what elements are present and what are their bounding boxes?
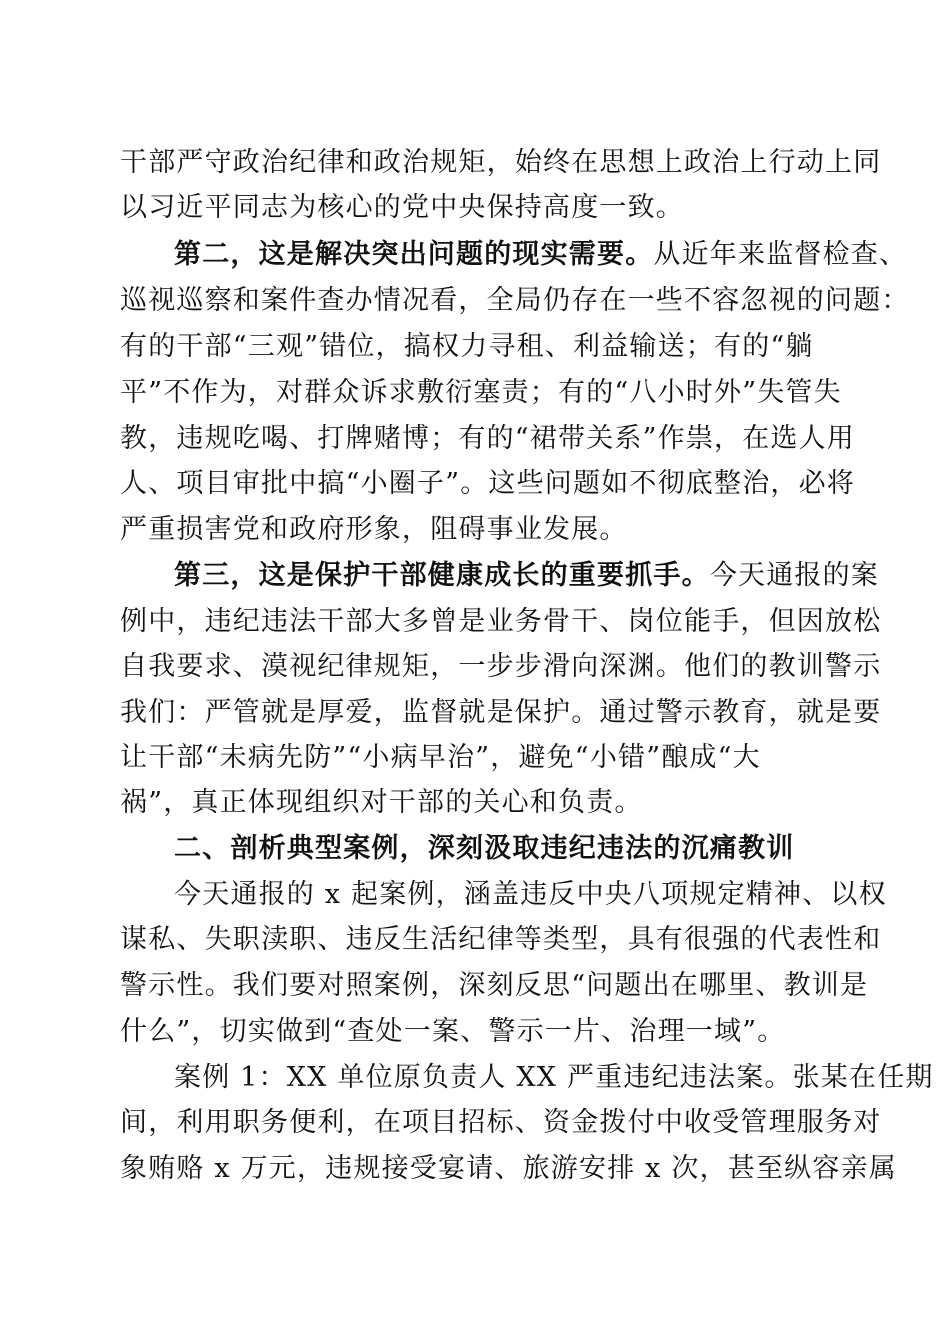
paragraph-2-line-2: 巡视巡察和案件查办情况看，全局仍存在一些不容忽视的问题： [120, 285, 910, 316]
paragraph-3-line-2: 例中，违纪违法干部大多曾是业务骨干、岗位能手，但因放松 [120, 606, 882, 637]
paragraph-4-line-3: 警示性。我们要对照案例，深刻反思“问题出在哪里、教训是 [120, 970, 869, 1001]
paragraph-2-line-7: 严重损害党和政府形象，阻碍事业发展。 [120, 514, 628, 545]
paragraph-3-lead: 第三，这是保护干部健康成长的重要抓手。 [174, 560, 710, 591]
paragraph-2-line-5: 教，违规吃喝、打牌赌博；有的“裙带关系”作祟，在选人用 [120, 423, 856, 454]
paragraph-2-line-3: 有的干部“三观”错位，搞权力寻租、利益输送；有的“躺 [120, 331, 814, 362]
paragraph-2-line-1-rest: 从近年来监督检查、 [653, 239, 908, 270]
paragraph-5-line-2: 间，利用职务便利，在项目招标、资金拨付中收受管理服务对 [120, 1107, 882, 1138]
paragraph-3-line-1 [174, 558, 880, 594]
paragraph-3-line-5: 让干部“未病先防”“小病早治”，避免“小错”酿成“大 [120, 742, 761, 773]
section-heading-2: 二、剖析典型案例，深刻汲取违纪违法的沉痛教训 [174, 833, 795, 864]
paragraph-4-line-2: 谋私、失职渎职、违反生活纪律等类型，具有很强的代表性和 [120, 924, 882, 955]
paragraph-2-line-4: 平”不作为，对群众诉求敷衍塞责；有的“八小时外”失管失 [120, 377, 842, 408]
paragraph-5-line-1: 案例 1：XX 单位原负责人 XX 严重违纪违法案。张某在任期 [174, 1062, 934, 1093]
paragraph-3-line-6: 祸”，真正体现组织对干部的关心和负责。 [120, 787, 643, 818]
paragraph-5-line-3: 象贿赂 x 万元，违规接受宴请、旅游安排 x 次，甚至纵容亲属 [120, 1153, 897, 1184]
paragraph-3-line-3: 自我要求、漠视纪律规矩，一步步滑向深渊。他们的教训警示 [120, 651, 882, 682]
paragraph-1-line-1: 干部严守政治纪律和政治规矩，始终在思想上政治上行动上同 [120, 147, 882, 178]
paragraph-2-line-6: 人、项目审批中搞“小圈子”。这些问题如不彻底整治，必将 [120, 468, 856, 499]
paragraph-2-line-1 [174, 237, 908, 273]
paragraph-4-line-4: 什么”，切实做到“查处一案、警示一片、治理一域”。 [120, 1016, 786, 1047]
paragraph-3-line-1-rest: 今天通报的案 [709, 560, 880, 591]
paragraph-1-line-2: 以习近平同志为核心的党中央保持高度一致。 [120, 192, 684, 223]
paragraph-3-line-4: 我们：严管就是厚爱，监督就是保护。通过警示教育，就是要 [120, 697, 882, 728]
paragraph-4-line-1: 今天通报的 x 起案例，涵盖违反中央八项规定精神、以权 [174, 879, 887, 910]
paragraph-2-lead: 第二，这是解决突出问题的现实需要。 [174, 239, 654, 270]
